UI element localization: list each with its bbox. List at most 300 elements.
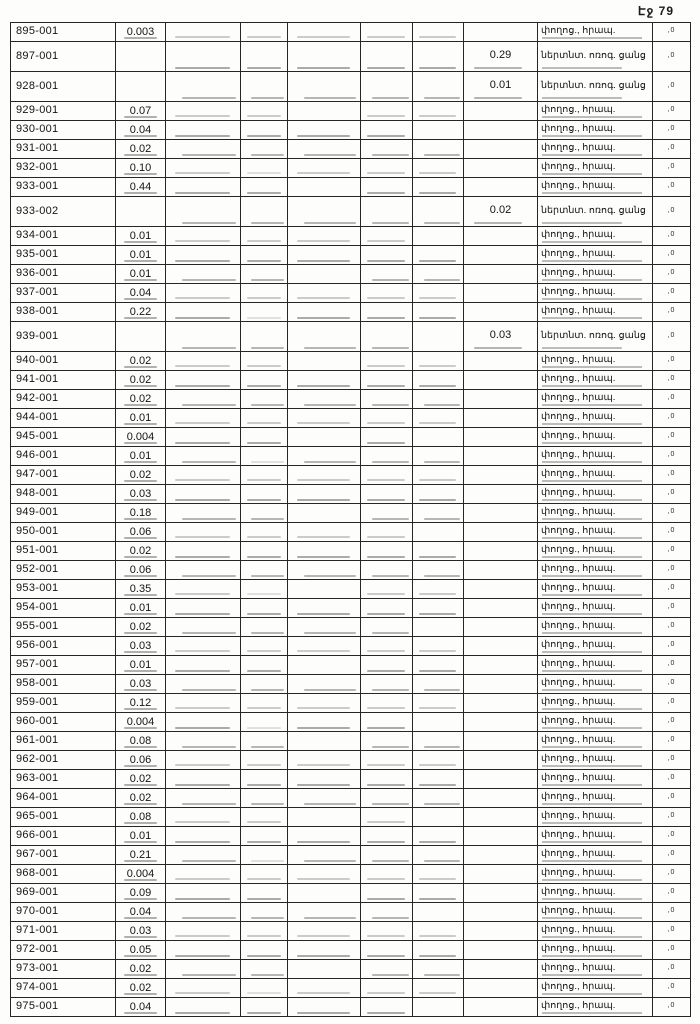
table-row [11,846,691,865]
secondary-value-cell [464,732,538,751]
description-cell: փողոց., հրապ. [538,770,653,789]
parcel-id-cell: 935-001 [11,246,116,265]
empty-cell [288,827,361,846]
empty-cell [361,846,413,865]
parcel-id-cell: 948-001 [11,485,116,504]
description-cell: փողոց., հրապ. [538,827,653,846]
description-cell: փողոց., հրապ. [538,542,653,561]
description-cell: փողոց., հրապ. [538,303,653,322]
note-cell: ,0 [653,732,691,751]
empty-cell [166,884,241,903]
empty-cell [413,178,464,197]
empty-cell [413,770,464,789]
page-number: Էջ 79 [637,4,674,18]
empty-cell [361,713,413,732]
empty-cell [413,42,464,72]
description-cell: փողոց., հրապ. [538,922,653,941]
empty-cell [413,121,464,140]
description-cell: փողոց., հրապ. [538,675,653,694]
empty-cell [413,542,464,561]
area-value-cell: 0.02 [116,466,166,485]
empty-cell [241,102,288,121]
empty-cell [241,542,288,561]
secondary-value-cell [464,121,538,140]
table-row [11,322,691,352]
empty-cell [413,265,464,284]
empty-cell [413,941,464,960]
area-value-cell: 0.01 [116,827,166,846]
area-value-cell: 0.01 [116,246,166,265]
empty-cell [413,284,464,303]
table-row [11,884,691,903]
empty-cell [241,466,288,485]
table-row [11,599,691,618]
table-row [11,998,691,1017]
empty-cell [166,178,241,197]
table-row [11,159,691,178]
parcel-id-cell: 973-001 [11,960,116,979]
empty-cell [241,713,288,732]
empty-cell [288,865,361,884]
table-row [11,770,691,789]
empty-cell [241,599,288,618]
secondary-value-cell [464,599,538,618]
note-cell: ,0 [653,637,691,656]
description-cell: ներտնտ. ոռոգ. ցանց [538,197,653,227]
note-cell: ,0 [653,542,691,561]
secondary-value-cell [464,846,538,865]
empty-cell [361,922,413,941]
secondary-value-cell [464,178,538,197]
note-cell: ,0 [653,979,691,998]
table-row [11,140,691,159]
note-cell: ,0 [653,352,691,371]
description-cell: փողոց., հրապ. [538,808,653,827]
parcel-id-cell: 964-001 [11,789,116,808]
description-cell: ներտնտ. ոռոգ. ցանց [538,42,653,72]
parcel-id-cell: 932-001 [11,159,116,178]
empty-cell [361,998,413,1017]
note-cell: ,0 [653,227,691,246]
empty-cell [413,466,464,485]
area-value-cell: 0.02 [116,979,166,998]
empty-cell [361,178,413,197]
empty-cell [241,284,288,303]
empty-cell [413,884,464,903]
empty-cell [166,865,241,884]
description-cell: փողոց., հրապ. [538,390,653,409]
empty-cell [361,789,413,808]
area-value-cell: 0.22 [116,303,166,322]
note-cell: ,0 [653,713,691,732]
table-row [11,284,691,303]
empty-cell [166,23,241,42]
table-row [11,827,691,846]
empty-cell [288,523,361,542]
empty-cell [288,246,361,265]
empty-cell [361,903,413,922]
note-cell: ,0 [653,998,691,1017]
empty-cell [288,409,361,428]
secondary-value-cell [464,447,538,466]
secondary-value-cell: 0.02 [464,197,538,227]
empty-cell [413,303,464,322]
table-body [11,23,691,1017]
empty-cell [288,447,361,466]
area-value-cell: 0.01 [116,656,166,675]
area-value-cell: 0.44 [116,178,166,197]
empty-cell [241,42,288,72]
empty-cell [288,121,361,140]
note-cell: ,0 [653,371,691,390]
empty-cell [288,227,361,246]
parcel-id-cell: 931-001 [11,140,116,159]
secondary-value-cell [464,903,538,922]
parcel-id-cell: 929-001 [11,102,116,121]
empty-cell [361,960,413,979]
empty-cell [361,72,413,102]
area-value-cell: 0.02 [116,140,166,159]
description-cell: փողոց., հրապ. [538,352,653,371]
table-row [11,265,691,284]
table-row [11,447,691,466]
area-value-cell: 0.04 [116,121,166,140]
description-cell: փողոց., հրապ. [538,485,653,504]
empty-cell [361,865,413,884]
table-row [11,941,691,960]
empty-cell [361,675,413,694]
note-cell: ,0 [653,42,691,72]
empty-cell [413,599,464,618]
table-row [11,732,691,751]
empty-cell [241,523,288,542]
empty-cell [288,884,361,903]
empty-cell [361,523,413,542]
note-cell: ,0 [653,284,691,303]
empty-cell [361,561,413,580]
empty-cell [361,390,413,409]
parcel-id-cell: 950-001 [11,523,116,542]
secondary-value-cell [464,159,538,178]
empty-cell [361,979,413,998]
description-cell: փողոց., հրապ. [538,979,653,998]
description-cell: փողոց., հրապ. [538,656,653,675]
empty-cell [413,808,464,827]
parcel-id-cell: 974-001 [11,979,116,998]
secondary-value-cell [464,409,538,428]
parcel-id-cell: 941-001 [11,371,116,390]
parcel-id-cell: 956-001 [11,637,116,656]
area-value-cell: 0.12 [116,694,166,713]
empty-cell [241,197,288,227]
empty-cell [288,140,361,159]
empty-cell [288,371,361,390]
empty-cell [241,979,288,998]
empty-cell [288,675,361,694]
empty-cell [166,466,241,485]
empty-cell [166,447,241,466]
note-cell: ,0 [653,865,691,884]
empty-cell [288,694,361,713]
empty-cell [361,409,413,428]
area-value-cell: 0.01 [116,227,166,246]
empty-cell [413,561,464,580]
empty-cell [241,485,288,504]
empty-cell [166,485,241,504]
empty-cell [166,979,241,998]
empty-cell [241,675,288,694]
empty-cell [166,352,241,371]
description-cell: փողոց., հրապ. [538,102,653,121]
empty-cell [166,675,241,694]
note-cell: ,0 [653,409,691,428]
table-row [11,580,691,599]
description-cell: փողոց., հրապ. [538,409,653,428]
description-cell: փողոց., հրապ. [538,265,653,284]
note-cell: ,0 [653,808,691,827]
secondary-value-cell [464,770,538,789]
empty-cell [166,542,241,561]
note-cell: ,0 [653,390,691,409]
table-row [11,561,691,580]
note-cell: ,0 [653,504,691,523]
empty-cell [288,770,361,789]
empty-cell [361,227,413,246]
description-cell: փողոց., հրապ. [538,694,653,713]
description-cell: փողոց., հրապ. [538,23,653,42]
note-cell: ,0 [653,246,691,265]
parcel-id-cell: 970-001 [11,903,116,922]
empty-cell [361,42,413,72]
empty-cell [241,751,288,770]
note-cell: ,0 [653,466,691,485]
description-cell: ներտնտ. ոռոգ. ցանց [538,72,653,102]
parcel-id-cell: 933-002 [11,197,116,227]
description-cell: փողոց., հրապ. [538,580,653,599]
parcel-id-cell: 951-001 [11,542,116,561]
empty-cell [288,580,361,599]
description-cell: փողոց., հրապ. [538,960,653,979]
empty-cell [413,428,464,447]
parcel-id-cell: 955-001 [11,618,116,637]
description-cell: փողոց., հրապ. [538,227,653,246]
description-cell: փողոց., հրապ. [538,865,653,884]
empty-cell [166,140,241,159]
empty-cell [361,770,413,789]
empty-cell [288,713,361,732]
table-row [11,121,691,140]
parcel-id-cell: 958-001 [11,675,116,694]
empty-cell [361,140,413,159]
area-value-cell: 0.01 [116,265,166,284]
secondary-value-cell [464,428,538,447]
description-cell: փողոց., հրապ. [538,599,653,618]
empty-cell [241,352,288,371]
parcel-id-cell: 940-001 [11,352,116,371]
parcel-id-cell: 966-001 [11,827,116,846]
empty-cell [413,656,464,675]
empty-cell [361,637,413,656]
table-row [11,789,691,808]
empty-cell [361,23,413,42]
description-cell: փողոց., հրապ. [538,618,653,637]
parcel-id-cell: 962-001 [11,751,116,770]
description-cell: փողոց., հրապ. [538,159,653,178]
description-cell: փողոց., հրապ. [538,371,653,390]
area-value-cell: 0.06 [116,751,166,770]
description-cell: փողոց., հրապ. [538,732,653,751]
empty-cell [241,998,288,1017]
empty-cell [241,246,288,265]
note-cell: ,0 [653,265,691,284]
note-cell: ,0 [653,618,691,637]
empty-cell [241,732,288,751]
empty-cell [413,159,464,178]
description-cell: փողոց., հրապ. [538,846,653,865]
empty-cell [166,656,241,675]
empty-cell [413,580,464,599]
secondary-value-cell [464,827,538,846]
empty-cell [241,884,288,903]
empty-cell [241,656,288,675]
note-cell: ,0 [653,428,691,447]
secondary-value-cell [464,675,538,694]
parcel-id-cell: 957-001 [11,656,116,675]
note-cell: ,0 [653,827,691,846]
empty-cell [413,140,464,159]
parcel-id-cell: 961-001 [11,732,116,751]
table-row [11,390,691,409]
secondary-value-cell [464,542,538,561]
description-cell: ներտնտ. ոռոգ. ցանց [538,322,653,352]
note-cell: ,0 [653,941,691,960]
empty-cell [166,998,241,1017]
empty-cell [241,504,288,523]
empty-cell [288,732,361,751]
empty-cell [361,618,413,637]
area-value-cell: 0.06 [116,561,166,580]
description-cell: փողոց., հրապ. [538,504,653,523]
table-row [11,694,691,713]
empty-cell [361,542,413,561]
area-value-cell: 0.21 [116,846,166,865]
empty-cell [288,303,361,322]
empty-cell [361,303,413,322]
note-cell: ,0 [653,675,691,694]
parcel-id-cell: 944-001 [11,409,116,428]
empty-cell [361,352,413,371]
empty-cell [413,504,464,523]
parcel-id-cell: 928-001 [11,72,116,102]
description-cell: փողոց., հրապ. [538,447,653,466]
secondary-value-cell [464,23,538,42]
empty-cell [361,884,413,903]
parcel-id-cell: 945-001 [11,428,116,447]
table-row [11,922,691,941]
description-cell: փողոց., հրապ. [538,713,653,732]
table-row [11,542,691,561]
empty-cell [241,140,288,159]
area-value-cell: 0.02 [116,770,166,789]
area-value-cell: 0.01 [116,599,166,618]
empty-cell [413,675,464,694]
empty-cell [166,599,241,618]
empty-cell [288,284,361,303]
area-value-cell [116,322,166,352]
empty-cell [288,390,361,409]
empty-cell [166,903,241,922]
empty-cell [166,227,241,246]
description-cell: փողոց., հրապ. [538,428,653,447]
secondary-value-cell [464,102,538,121]
empty-cell [241,922,288,941]
secondary-value-cell [464,960,538,979]
secondary-value-cell [464,979,538,998]
empty-cell [166,523,241,542]
empty-cell [166,371,241,390]
empty-cell [166,789,241,808]
note-cell: ,0 [653,770,691,789]
area-value-cell: 0.02 [116,789,166,808]
secondary-value-cell [464,656,538,675]
empty-cell [361,121,413,140]
empty-cell [288,656,361,675]
table-row [11,371,691,390]
empty-cell [413,523,464,542]
empty-cell [241,322,288,352]
note-cell: ,0 [653,903,691,922]
empty-cell [166,751,241,770]
empty-cell [413,846,464,865]
secondary-value-cell: 0.03 [464,322,538,352]
empty-cell [166,428,241,447]
description-cell: փողոց., հրապ. [538,284,653,303]
description-cell: փողոց., հրապ. [538,561,653,580]
table-row [11,713,691,732]
empty-cell [166,713,241,732]
table-row [11,751,691,770]
empty-cell [288,808,361,827]
empty-cell [166,390,241,409]
secondary-value-cell [464,561,538,580]
empty-cell [413,447,464,466]
area-value-cell: 0.01 [116,447,166,466]
empty-cell [413,23,464,42]
note-cell: ,0 [653,599,691,618]
empty-cell [413,694,464,713]
note-cell: ,0 [653,751,691,770]
empty-cell [361,941,413,960]
area-value-cell: 0.07 [116,102,166,121]
note-cell: ,0 [653,694,691,713]
area-value-cell: 0.004 [116,428,166,447]
note-cell: ,0 [653,789,691,808]
secondary-value-cell [464,789,538,808]
empty-cell [241,159,288,178]
secondary-value-cell [464,485,538,504]
empty-cell [288,504,361,523]
empty-cell [361,827,413,846]
area-value-cell: 0.03 [116,485,166,504]
table-row [11,72,691,102]
table-row [11,675,691,694]
empty-cell [241,846,288,865]
parcel-id-cell: 938-001 [11,303,116,322]
area-value-cell: 0.02 [116,371,166,390]
empty-cell [241,121,288,140]
note-cell: ,0 [653,140,691,159]
empty-cell [241,770,288,789]
